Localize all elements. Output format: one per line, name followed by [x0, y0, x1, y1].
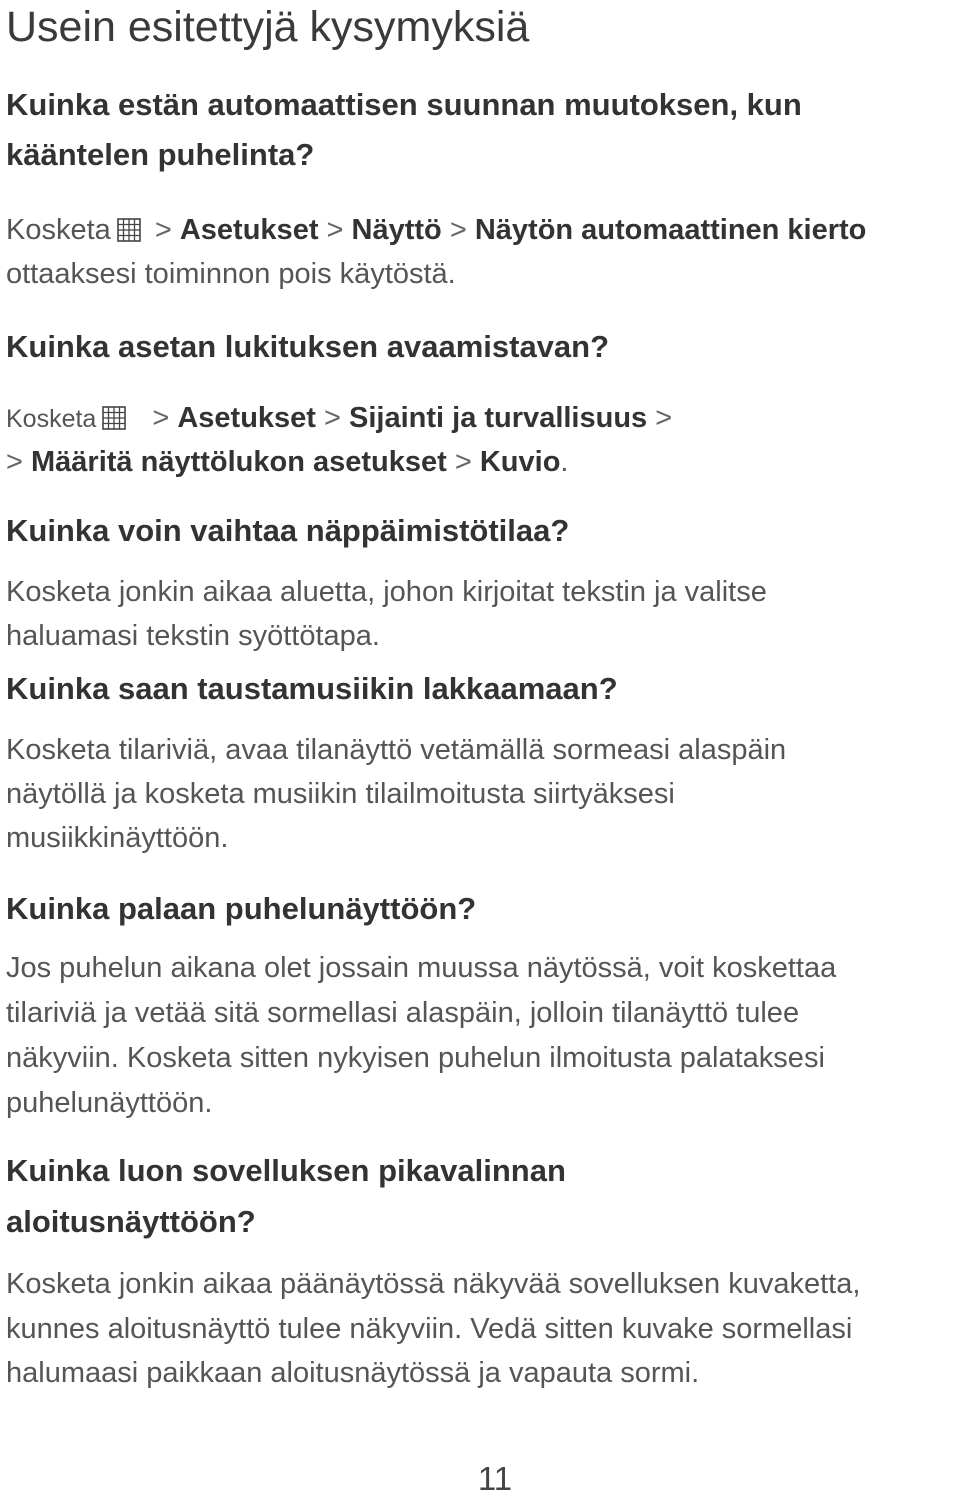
app-grid-icon [117, 218, 141, 242]
path-item: Asetukset [177, 402, 316, 434]
path-separator: > [6, 446, 23, 478]
faq-question-6-line-1: Kuinka luon sovelluksen pikavalinnan [6, 1153, 566, 1188]
path-item: Asetukset [179, 214, 319, 246]
path-separator: > [324, 402, 341, 434]
faq-answer-5-line-3: näkyviin. Kosketa sitten nykyisen puhelun ilmoitusta palataksesi [6, 1042, 825, 1074]
path-item: Näytön automaattinen kierto [474, 214, 867, 246]
faq-answer-1-line-2: ottaaksesi toiminnon pois käytöstä. [6, 258, 456, 290]
path-separator: > [454, 446, 472, 478]
path-item: Sijainti ja turvallisuus [349, 402, 648, 434]
faq-question-1-line-2: kääntelen puhelinta? [6, 137, 315, 172]
page-title: Usein esitettyjä kysymyksiä [6, 3, 530, 51]
faq-answer-2-line-2 [6, 440, 568, 485]
path-separator: > [655, 402, 673, 434]
answer-text: . [560, 446, 569, 478]
path-separator: > [154, 214, 172, 246]
answer-text: Kosketa [6, 214, 111, 246]
faq-question-5: Kuinka palaan puhelunäyttöön? [6, 891, 477, 926]
path-item: Määritä näyttölukon asetukset [31, 446, 447, 478]
faq-answer-3-line-1: Kosketa jonkin aikaa aluetta, johon kirjoitat tekstin ja valitse [6, 576, 767, 608]
path-item: Näyttö [351, 214, 442, 246]
path-separator: > [449, 214, 467, 246]
faq-answer-5-line-4: puhelunäyttöön. [6, 1087, 213, 1119]
page-number: 11 [477, 1460, 513, 1497]
path-separator: > [152, 402, 170, 434]
path-item: Kuvio [479, 446, 561, 478]
faq-answer-6-line-3: halumaasi paikkaan aloitusnäytössä ja vapauta sormi. [6, 1357, 700, 1389]
faq-answer-5-line-1: Jos puhelun aikana olet jossain muussa näytössä, voit koskettaa [6, 952, 837, 984]
faq-answer-3-line-2: haluamasi tekstin syöttötapa. [6, 620, 380, 652]
faq-question-3: Kuinka voin vaihtaa näppäimistötilaa? [6, 513, 570, 548]
faq-answer-6-line-2: kunnes aloitusnäyttö tulee näkyviin. Vedä sitten kuvake sormellasi [6, 1313, 853, 1345]
faq-question-6-line-2: aloitusnäyttöön? [6, 1204, 256, 1239]
faq-question-2: Kuinka asetan lukituksen avaamistavan? [6, 329, 610, 364]
faq-question-4: Kuinka saan taustamusiikin lakkaamaan? [6, 671, 618, 706]
faq-answer-2-line-1 [6, 396, 672, 442]
faq-answer-4-line-1: Kosketa tilariviä, avaa tilanäyttö vetämällä sormeasi alaspäin [6, 734, 787, 766]
faq-answer-4-line-3: musiikkinäyttöön. [6, 822, 229, 854]
faq-answer-6-line-1: Kosketa jonkin aikaa päänäytössä näkyvää sovelluksen kuvaketta, [6, 1268, 861, 1300]
app-grid-icon [102, 406, 126, 430]
faq-question-1-line-1: Kuinka estän automaattisen suunnan muutoksen, kun [6, 87, 802, 122]
faq-answer-5-line-2: tilariviä ja vetää sitä sormellasi alaspäin, jolloin tilanäyttö tulee [6, 997, 800, 1029]
faq-answer-1-line-1 [6, 208, 866, 253]
path-separator: > [326, 214, 344, 246]
faq-answer-4-line-2: näytöllä ja kosketa musiikin tilailmoitusta siirtyäksesi [6, 778, 675, 810]
answer-text: Kosketa [6, 405, 97, 433]
